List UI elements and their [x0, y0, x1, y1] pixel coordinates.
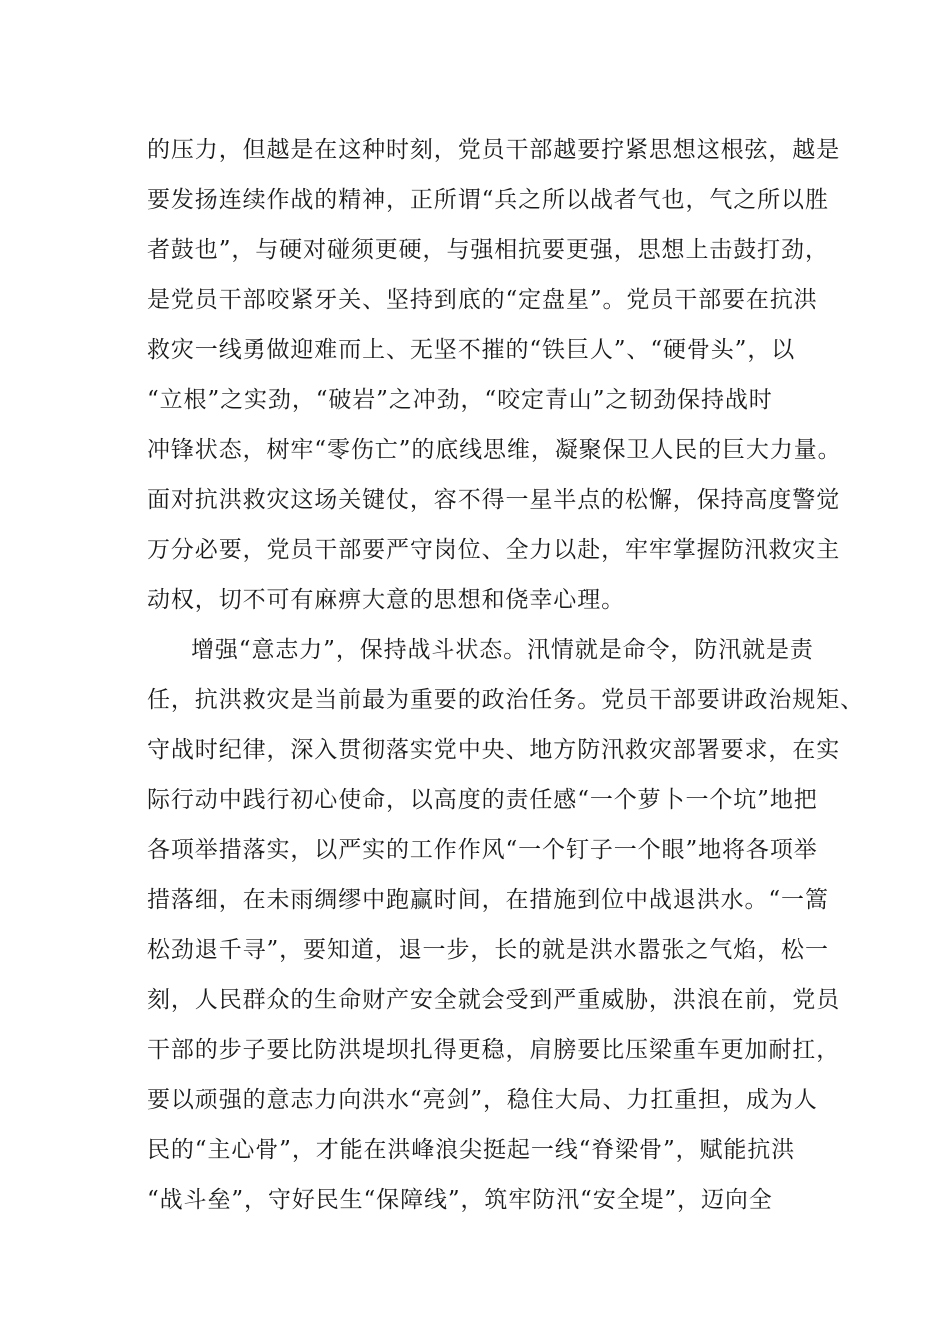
text-line: 是党员干部咬紧牙关、坚持到底的“定盘星”。党员干部要在抗洪: [147, 287, 818, 313]
text-line: 动权，切不可有麻痹大意的思想和侥幸心理。: [147, 587, 625, 613]
text-line: 万分必要，党员干部要严守岗位、全力以赴，牢牢掌握防汛救灾主: [147, 537, 841, 563]
paragraph-first-line: 增强“意志力”，保持战斗状态。汛情就是命令，防汛就是责: [191, 637, 814, 663]
text-line: 民的“主心骨”，才能在洪峰浪尖挺起一线“脊梁骨”，赋能抗洪: [147, 1137, 796, 1163]
text-line: 要发扬连续作战的精神，正所谓“兵之所以战者气也，气之所以胜: [147, 187, 829, 213]
text-line: 冲锋状态，树牢“零伤亡”的底线思维，凝聚保卫人民的巨大力量。: [147, 437, 842, 463]
text-line: 际行动中践行初心使命，以高度的责任感“一个萝卜一个坑”地把: [147, 787, 818, 813]
text-line: 松劲退千寻”，要知道，退一步，长的就是洪水嚣张之气焰，松一: [147, 937, 829, 963]
text-line: 者鼓也”，与硬对碰须更硬，与强相抗要更强，思想上击鼓打劲，: [147, 237, 829, 263]
text-line: 干部的步子要比防洪堤坝扎得更稳，肩膀要比压梁重车更加耐扛，: [147, 1037, 841, 1063]
text-line: 刻，人民群众的生命财产安全就会受到严重威胁，洪浪在前，党员: [147, 987, 841, 1013]
text-line: 面对抗洪救灾这场关键仗，容不得一星半点的松懈，保持高度警觉: [147, 487, 841, 513]
text-line: 任，抗洪救灾是当前最为重要的政治任务。党员干部要讲政治规矩、: [147, 687, 864, 713]
text-line: 要以顽强的意志力向洪水“亮剑”，稳住大局、力扛重担，成为人: [147, 1087, 818, 1113]
text-line: 各项举措落实，以严实的工作作风“一个钉子一个眼”地将各项举: [147, 837, 818, 863]
text-line: 救灾一线勇做迎难而上、无坚不摧的“铁巨人”、“硬骨头”，以: [147, 337, 796, 363]
text-line: “立根”之实劲，“破岩”之冲劲，“咬定青山”之韧劲保持战时: [147, 387, 773, 413]
text-line: “战斗垒”，守好民生“保障线”，筑牢防汛“安全堤”，迈向全: [147, 1187, 773, 1213]
text-line: 的压力，但越是在这种时刻，党员干部越要拧紧思想这根弦，越是: [147, 137, 841, 163]
text-line: 守战时纪律，深入贯彻落实党中央、地方防汛救灾部署要求，在实: [147, 737, 841, 763]
text-line: 措落细，在未雨绸缪中跑赢时间，在措施到位中战退洪水。“一篙: [147, 887, 829, 913]
